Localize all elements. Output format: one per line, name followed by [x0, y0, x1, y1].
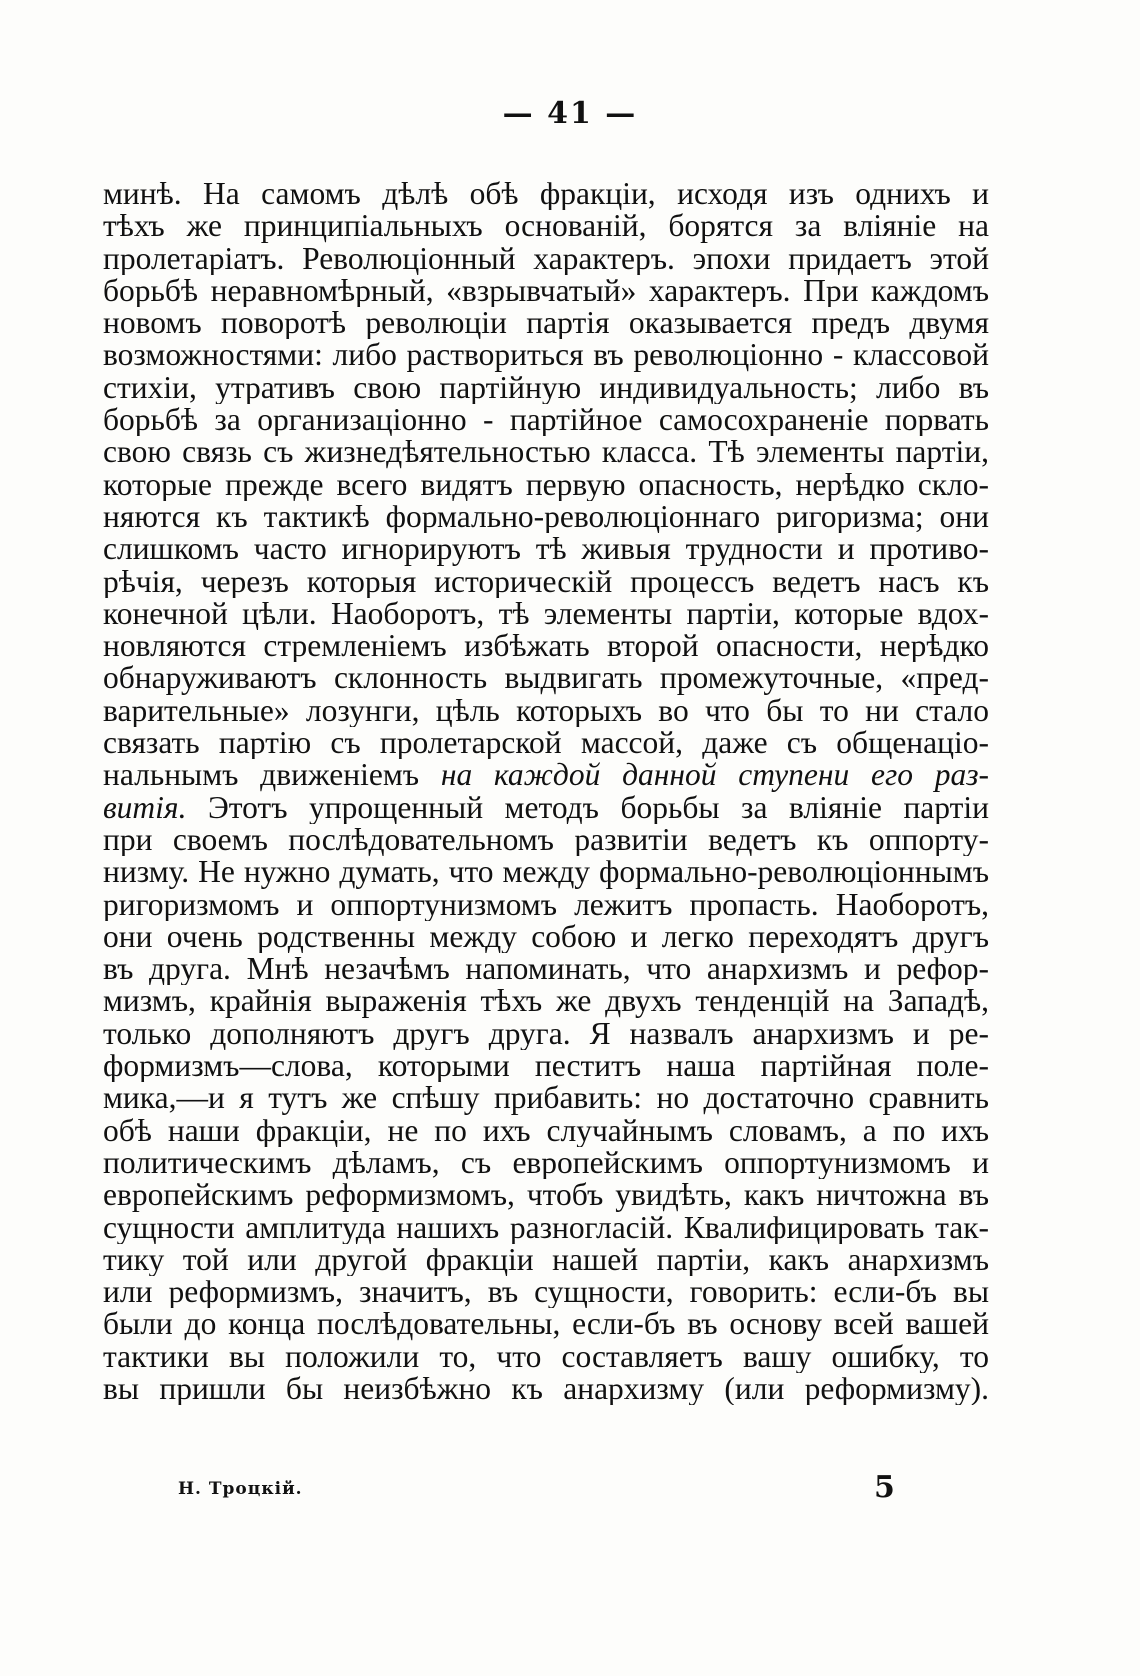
text-line: новомъ поворотѣ революціи партія оказывается предъ двумя	[103, 307, 989, 340]
text-line: низму. Не нужно думать, что между формально-революціоннымъ	[103, 856, 989, 889]
text-line: европейскимъ реформизмомъ, чтобъ увидѣть, какъ ничтожна въ	[103, 1179, 989, 1212]
text-line: возможностями: либо раствориться въ революціонно - классовой	[103, 339, 989, 372]
text-line: вы пришли бы неизбѣжно къ анархизму (или реформизму).	[103, 1372, 989, 1406]
text-segment: нальнымъ движеніемъ	[103, 759, 420, 792]
text-line: мизмъ, крайнія выраженія тѣхъ же двухъ тенденцій на Западѣ,	[103, 985, 989, 1018]
text-line-mixed	[103, 759, 989, 791]
sheet-number: 5	[874, 1470, 895, 1505]
text-line: пролетаріатъ. Революціонный характеръ. эпохи придаетъ этой	[103, 242, 989, 275]
text-line: или реформизмъ, значитъ, въ сущности, говорить: если-бъ вы	[103, 1276, 989, 1309]
text-line: мика,—и я тутъ же спѣшу прибавить: но достаточно сравнить	[103, 1082, 989, 1115]
text-segment: Этотъ упрощенный методъ борьбы за вліяніе партіи	[207, 791, 989, 824]
text-line: свою связь съ жизнедѣятельностью класса. Тѣ элементы партіи,	[103, 436, 989, 469]
text-line: политическимъ дѣламъ, съ европейскимъ оппортунизмомъ и	[103, 1146, 989, 1180]
text-line: рѣчія, черезъ которыя историческій процессъ ведетъ насъ къ	[103, 565, 989, 598]
text-line: обѣ наши фракціи, не по ихъ случайнымъ словамъ, а по ихъ	[103, 1114, 989, 1147]
text-line: связать партію съ пролетарской массой, даже съ общенаціо-	[103, 727, 989, 760]
text-line: слишкомъ часто игнорируютъ тѣ живыя трудности и противо-	[103, 533, 989, 566]
text-line: минѣ. На самомъ дѣлѣ обѣ фракціи, исходя изъ однихъ и	[103, 178, 989, 211]
text-line: ригоризмомъ и оппортунизмомъ лежитъ пропасть. Наоборотъ,	[103, 888, 989, 921]
text-line: борьбѣ за организаціонно - партійное самосохраненіе порвать	[103, 404, 989, 437]
text-line: тѣхъ же принципіальныхъ основаній, борятся за вліяніе на	[103, 210, 989, 243]
text-line: которые прежде всего видятъ первую опасность, нерѣдко скло-	[103, 468, 989, 501]
text-line: были до конца послѣдовательны, если-бъ въ основу всей вашей	[103, 1308, 989, 1341]
italic-emphasis: на каждой данной ступени его раз-	[440, 759, 989, 792]
text-line: обнаруживаютъ склонность выдвигать промежуточные, «пред-	[103, 662, 989, 695]
text-line: они очень родственны между собою и легко переходятъ другъ	[103, 920, 989, 954]
body-text	[103, 178, 989, 1405]
text-line: борьбѣ неравномѣрный, «взрывчатый» характеръ. При каждомъ	[103, 274, 989, 308]
text-line: тику той или другой фракціи нашей партіи, какъ анархизмъ	[103, 1243, 989, 1277]
text-line: въ друга. Мнѣ незачѣмъ напоминать, что анархизмъ и рефор-	[103, 953, 989, 986]
text-line: стихіи, утративъ свою партійную индивидуальность; либо въ	[103, 371, 989, 405]
text-line: тактики вы положили то, что составляетъ вашу ошибку, то	[103, 1340, 989, 1373]
text-line: няются къ тактикѣ формально-революціоннаго ригоризма; они	[103, 500, 989, 534]
text-line-mixed	[103, 792, 989, 824]
text-line: конечной цѣли. Наоборотъ, тѣ элементы партіи, которые вдох-	[103, 597, 989, 631]
text-line: при своемъ послѣдовательномъ развитіи ведетъ къ оппорту-	[103, 823, 989, 857]
text-line: варительные» лозунги, цѣль которыхъ во что бы то ни стало	[103, 694, 989, 728]
page-number: — 41 —	[502, 96, 638, 131]
italic-emphasis: витія.	[103, 791, 187, 824]
text-line: только дополняютъ другъ друга. Я назвалъ анархизмъ и ре-	[103, 1017, 989, 1051]
text-line: сущности амплитуда нашихъ разногласій. Квалифицировать так-	[103, 1211, 989, 1244]
text-line: формизмъ—слова, которыми пеститъ наша партійная поле-	[103, 1050, 989, 1083]
text-line: новляются стремленіемъ избѣжать второй опасности, нерѣдко	[103, 630, 989, 663]
author-signature: Н. Троцкій.	[178, 1479, 303, 1499]
